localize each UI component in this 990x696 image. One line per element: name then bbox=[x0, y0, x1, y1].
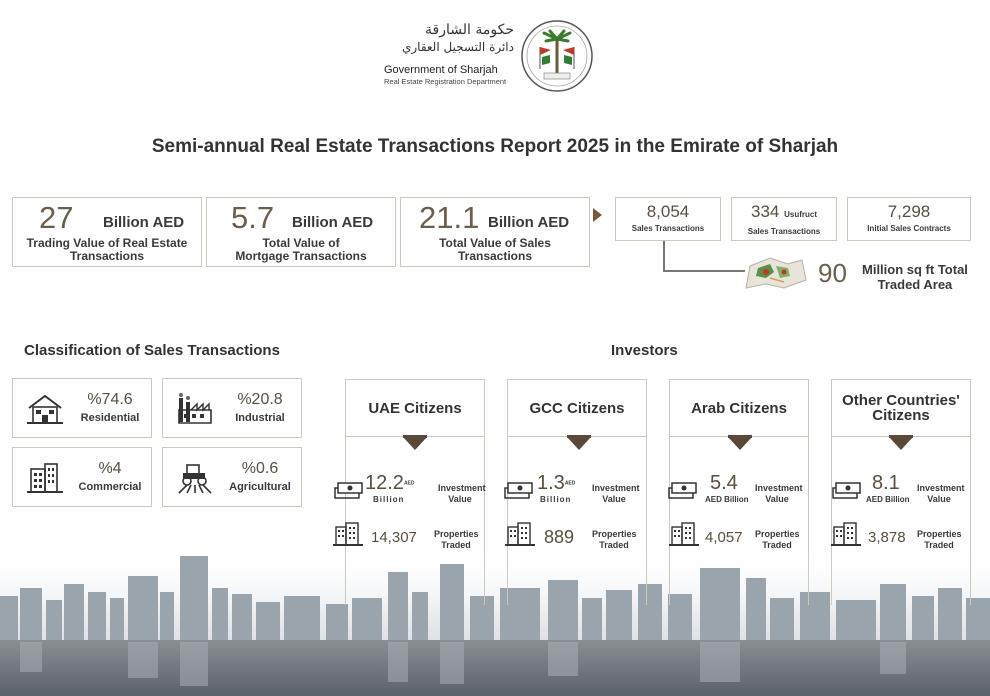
investment-label-line1: Investment bbox=[592, 483, 640, 493]
investor-name: Arab Citizens bbox=[691, 399, 787, 417]
investor-name: Other Countries' bbox=[842, 392, 960, 409]
traded-area-label-line2: Traded Area bbox=[877, 277, 953, 292]
mini-stat-label: Sales Transactions bbox=[747, 227, 821, 236]
stat-mortgage-value bbox=[206, 197, 396, 267]
stat-value: 21.1 bbox=[419, 200, 480, 235]
classification-heading: Classification of Sales Transactions bbox=[24, 342, 280, 359]
mini-stat-value: 8,054 bbox=[646, 202, 690, 221]
class-percent: %4 bbox=[98, 460, 122, 477]
class-label: Residential bbox=[80, 412, 140, 424]
properties-traded-value: 4,057 bbox=[705, 529, 743, 546]
class-percent: %74.6 bbox=[87, 391, 133, 408]
connector-line bbox=[663, 270, 745, 272]
properties-label-line2: Traded bbox=[599, 540, 629, 550]
properties-traded-value: 14,307 bbox=[371, 529, 417, 546]
investment-value-currency: AED bbox=[564, 480, 576, 487]
investment-label bbox=[592, 483, 640, 505]
arrow-down-icon bbox=[567, 437, 591, 450]
investment-label-line1: Investment bbox=[755, 483, 803, 493]
investment-value: 12.2 bbox=[365, 472, 404, 494]
investment-label-line1: Investment bbox=[438, 483, 486, 493]
investment-unit: Billion bbox=[540, 495, 572, 504]
class-agricultural bbox=[162, 447, 302, 507]
buildings-icon bbox=[505, 521, 535, 547]
header-department-name: Real Estate Registration Department bbox=[384, 77, 507, 86]
investor-header-uae bbox=[345, 379, 485, 437]
traded-area-value: 90 bbox=[818, 258, 847, 288]
page-title: Semi-annual Real Estate Transactions Report 2025 in the Emirate of Sharjah bbox=[151, 136, 839, 157]
properties-label bbox=[434, 529, 478, 551]
money-stack-icon bbox=[333, 478, 363, 500]
investment-unit: Billion bbox=[373, 495, 405, 504]
arrow-down-icon bbox=[728, 437, 752, 450]
class-percent: %0.6 bbox=[241, 460, 279, 477]
stat-unit: Billion AED bbox=[292, 214, 374, 231]
properties-label bbox=[755, 529, 799, 551]
header-arabic-department: دائرة التسجيل العقاري bbox=[401, 40, 514, 54]
mini-stat-suffix: Usufruct bbox=[784, 210, 817, 219]
properties-label-line1: Properties bbox=[755, 529, 800, 539]
class-label: Commercial bbox=[78, 481, 142, 493]
properties-traded-value: 889 bbox=[544, 527, 575, 547]
class-industrial bbox=[162, 378, 302, 438]
properties-label-line2: Traded bbox=[441, 540, 471, 550]
stat-value: 5.7 bbox=[231, 200, 275, 235]
traded-area-label-line1: Million sq ft Total bbox=[862, 262, 968, 277]
office-building-icon bbox=[25, 461, 65, 495]
stat-sales-value bbox=[400, 197, 590, 267]
money-stack-icon bbox=[503, 478, 533, 500]
stat-value: 27 bbox=[39, 200, 74, 235]
buildings-icon bbox=[831, 521, 861, 547]
investor-header-gcc bbox=[507, 379, 647, 437]
investment-value: 8.1 bbox=[872, 472, 900, 494]
investment-label-line1: Investment bbox=[917, 483, 965, 493]
buildings-icon bbox=[333, 521, 363, 547]
tractor-icon bbox=[175, 461, 215, 495]
properties-label-line1: Properties bbox=[592, 529, 637, 539]
map-icon bbox=[744, 252, 808, 294]
investment-label-line2: Value bbox=[602, 494, 626, 504]
header-logo-text bbox=[384, 22, 514, 86]
investors-heading: Investors bbox=[611, 342, 678, 359]
class-label: Industrial bbox=[235, 412, 285, 424]
sharjah-emblem-icon bbox=[520, 19, 594, 93]
stat-sales-transactions bbox=[615, 197, 721, 241]
mini-stat-label: Initial Sales Contracts bbox=[867, 224, 951, 233]
properties-label bbox=[917, 529, 961, 551]
stat-usufruct-sales bbox=[731, 197, 837, 241]
arrow-down-icon bbox=[889, 437, 913, 450]
investor-header-other bbox=[831, 379, 971, 437]
investment-label-line2: Value bbox=[448, 494, 472, 504]
investment-value-currency: AED bbox=[403, 480, 415, 487]
class-label: Agricultural bbox=[229, 481, 291, 493]
class-percent: %20.8 bbox=[237, 391, 283, 408]
mini-stat-value: 7,298 bbox=[887, 202, 931, 221]
investment-label-line2: Value bbox=[765, 494, 789, 504]
investor-name-line2: Citizens bbox=[872, 407, 930, 424]
stat-unit: Billion AED bbox=[103, 214, 185, 231]
stat-trading-value bbox=[12, 197, 202, 267]
connector-line bbox=[663, 241, 665, 271]
factory-icon bbox=[175, 392, 215, 426]
investment-label bbox=[917, 483, 965, 505]
investor-header-arab bbox=[669, 379, 809, 437]
investment-label bbox=[438, 483, 486, 505]
investment-label bbox=[755, 483, 803, 505]
mini-stat-label: Sales Transactions bbox=[631, 224, 705, 233]
investment-unit: AED Billion bbox=[866, 495, 910, 504]
stat-initial-contracts bbox=[847, 197, 971, 241]
investor-name: UAE Citizens bbox=[368, 399, 462, 417]
properties-label-line1: Properties bbox=[434, 529, 479, 539]
stat-label: Total Value of Mortgage Transactions bbox=[235, 236, 367, 263]
money-stack-icon bbox=[667, 478, 697, 500]
properties-label-line2: Traded bbox=[924, 540, 954, 550]
investment-unit: AED Billion bbox=[705, 495, 749, 504]
mini-stat-value: 334 bbox=[751, 202, 780, 221]
properties-label-line1: Properties bbox=[917, 529, 962, 539]
properties-label-line2: Traded bbox=[762, 540, 792, 550]
properties-label bbox=[592, 529, 636, 551]
investment-value: 5.4 bbox=[710, 472, 738, 494]
stat-unit: Billion AED bbox=[488, 214, 570, 231]
class-residential bbox=[12, 378, 152, 438]
money-stack-icon bbox=[831, 478, 861, 500]
house-icon bbox=[25, 392, 65, 426]
arrow-right-icon bbox=[593, 208, 602, 222]
investment-value: 1.3 bbox=[537, 472, 565, 494]
investor-name: GCC Citizens bbox=[529, 399, 625, 417]
traded-area-label bbox=[862, 262, 968, 292]
arrow-down-icon bbox=[403, 437, 427, 450]
header-arabic-government: حكومة الشارقة bbox=[425, 22, 514, 38]
stat-label: Total Value of Sales Transactions bbox=[439, 236, 551, 263]
class-commercial bbox=[12, 447, 152, 507]
investment-label-line2: Value bbox=[927, 494, 951, 504]
header-government-name: Government of Sharjah bbox=[384, 64, 498, 76]
buildings-icon bbox=[669, 521, 699, 547]
stat-label: Trading Value of Real Estate Transactions bbox=[26, 236, 188, 263]
properties-traded-value: 3,878 bbox=[868, 529, 906, 546]
